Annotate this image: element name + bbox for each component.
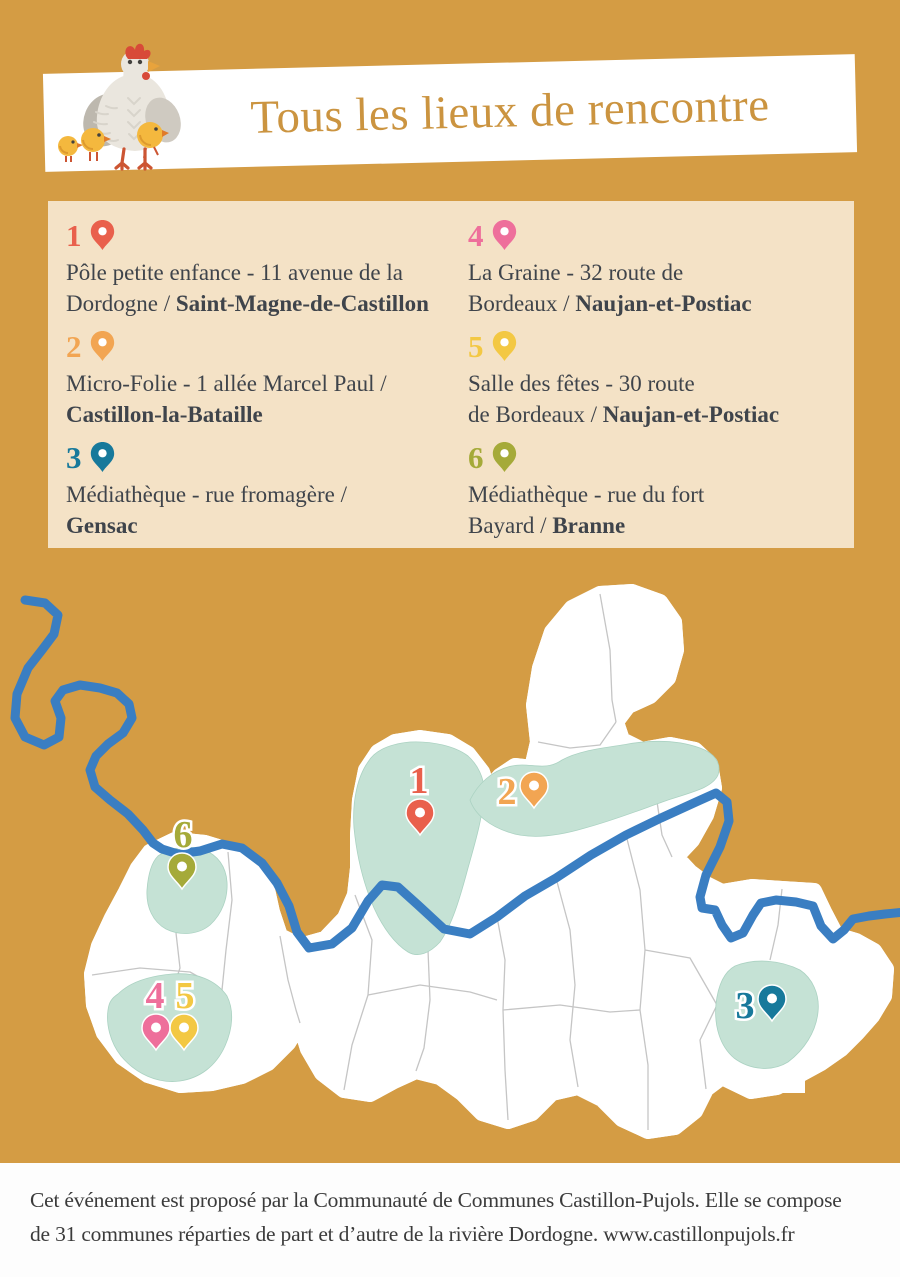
commune-name: Gensac — [66, 513, 138, 538]
map-pin-icon — [90, 219, 115, 251]
hen-beak — [148, 61, 160, 72]
commune-name: Naujan-et-Postiac — [602, 402, 780, 427]
location-number: 2 — [66, 328, 82, 364]
commune-name: Castillon-la-Bataille — [66, 402, 263, 427]
location-number: 4 — [468, 217, 484, 253]
page-title: Tous les lieux de rencontre — [249, 79, 771, 144]
location-number: 3 — [66, 439, 82, 475]
hen-eye — [138, 60, 142, 64]
territory-map — [0, 560, 900, 1162]
list-item-location-6 — [468, 437, 836, 548]
hen-eye — [128, 60, 132, 64]
locations-panel — [48, 201, 854, 548]
map-pin-number-2: 2 — [497, 771, 517, 813]
list-item-location-2 — [66, 326, 434, 437]
list-item-location-5 — [468, 326, 836, 437]
location-description: La Graine - 32 route de Bordeaux / Naujan-et-Postiac — [468, 260, 752, 316]
location-description: Médiathèque - rue fromagère / Gensac — [66, 482, 347, 538]
commune-name: Naujan-et-Postiac — [575, 291, 752, 316]
list-item-location-3 — [66, 437, 434, 548]
location-number: 1 — [66, 217, 82, 253]
map-pin-number-1: 1 — [409, 760, 429, 802]
footer-text-line-1: Cet événement est proposé par la Communauté de Communes Castillon-Pujols. Elle se compose — [30, 1188, 842, 1212]
map-pin-number-4: 4 — [145, 975, 165, 1017]
hen-wattle — [142, 72, 150, 80]
location-description: Micro-Folie - 1 allée Marcel Paul / Castillon-la-Bataille — [66, 371, 387, 427]
map-pin-icon — [90, 330, 115, 362]
footer — [0, 1163, 900, 1277]
commune-name: Branne — [552, 513, 626, 538]
map-pin-icon — [492, 441, 517, 473]
map-scale-bar — [738, 1076, 805, 1093]
map-pin-icon — [492, 219, 517, 251]
map-pin-icon — [492, 330, 517, 362]
map-pin-icon — [90, 441, 115, 473]
commune-name: Saint-Magne-de-Castillon — [175, 291, 429, 316]
hen-comb-icon — [125, 44, 150, 59]
location-description: Salle des fêtes - 30 route de Bordeaux / Naujan-et-Postiac — [468, 371, 780, 427]
footer-text-line-2: de 31 communes réparties de part et d’autre de la rivière Dordogne. www.castillonpujols.fr — [30, 1222, 795, 1246]
map-pin-number-5: 5 — [175, 975, 195, 1017]
map-pin-number-6: 6 — [173, 814, 193, 856]
location-number: 5 — [468, 328, 484, 364]
location-number: 6 — [468, 439, 484, 475]
chick — [58, 136, 83, 162]
list-item-location-4 — [468, 215, 836, 326]
location-description: Médiathèque - rue du fort Bayard / Branne — [468, 482, 705, 538]
list-item-location-1 — [66, 215, 434, 326]
location-description: Pôle petite enfance - 11 avenue de la Dordogne / Saint-Magne-de-Castillon — [66, 260, 429, 316]
hen-and-chicks-illustration — [48, 36, 223, 176]
map-pin-number-3: 3 — [735, 985, 755, 1027]
